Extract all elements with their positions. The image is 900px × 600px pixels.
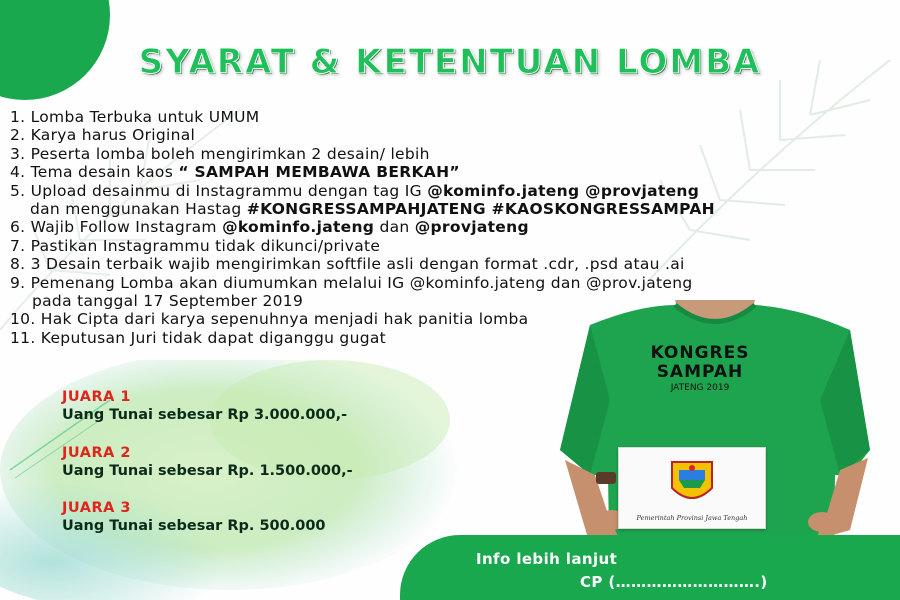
- theme-text: “ SAMPAH MEMBAWA BERKAH”: [178, 163, 460, 182]
- prize-amount: Uang Tunai sebesar Rp. 1.500.000,-: [62, 463, 353, 479]
- info-text: Info lebih lanjut: [476, 550, 618, 568]
- shirt-print-line: SAMPAH: [656, 362, 744, 382]
- shirt-print-line: KONGRES: [650, 343, 750, 363]
- card-caption: Pemerintah Provinsi Jawa Tengah: [636, 514, 748, 522]
- rule-item-continuation: dan menggunakan Hastag #KONGRESSAMPAHJATENG #KAOSKONGRESSAMPAH: [30, 200, 715, 219]
- prize-rank: JUARA 3: [62, 500, 131, 516]
- instagram-account: @provjateng: [414, 218, 529, 237]
- contact-person-text: CP (……………………….): [580, 573, 768, 591]
- prize-block: [62, 445, 353, 479]
- prize-amount: Uang Tunai sebesar Rp 3.000.000,-: [62, 407, 348, 423]
- rule-item: 5. Upload desainmu di Instagrammu dengan tag IG @kominfo.jateng @provjateng: [10, 181, 700, 200]
- provincial-emblem-icon: [667, 456, 717, 508]
- hashtags: #KONGRESSAMPAHJATENG #KAOSKONGRESSAMPAH: [246, 200, 715, 219]
- rule-item: 1. Lomba Terbuka untuk UMUM: [10, 108, 260, 126]
- prize-rank: JUARA 2: [62, 445, 131, 461]
- rule-item: 3. Peserta lomba boleh mengirimkan 2 desain/ lebih: [10, 144, 430, 163]
- rule-item: 11. Keputusan Juri tidak dapat diganggu gugat: [10, 328, 387, 347]
- instagram-tags: @kominfo.jateng @provjateng: [427, 181, 700, 200]
- rule-item: 6. Wajib Follow Instagram @kominfo.jateng dan @provjateng: [10, 218, 529, 237]
- prize-block: [62, 500, 326, 534]
- rule-item: 2. Karya harus Original: [10, 126, 196, 145]
- rule-item-continuation: pada tanggal 17 September 2019: [32, 292, 304, 311]
- prize-block: [62, 389, 347, 423]
- prize-rank: JUARA 1: [62, 389, 131, 405]
- instagram-account: @kominfo.jateng: [222, 218, 375, 237]
- rule-item: 8. 3 Desain terbaik wajib mengirimkan softfile asli dengan format .cdr, .psd atau .ai: [10, 255, 685, 274]
- page-title: SYARAT & KETENTUAN LOMBA: [138, 42, 762, 82]
- shirt-print-line: JATENG 2019: [670, 383, 730, 393]
- rule-item: 7. Pastikan Instagrammu tidak dikunci/private: [10, 236, 381, 255]
- emblem-card: [618, 447, 766, 529]
- rule-item: 10. Hak Cipta dari karya sepenuhnya menjadi hak panitia lomba: [10, 310, 529, 329]
- rule-item: 9. Pemenang Lomba akan diumumkan melalui IG @kominfo.jateng dan @prov.jateng: [10, 273, 693, 292]
- prize-amount: Uang Tunai sebesar Rp. 500.000: [62, 518, 326, 534]
- rule-item: 4. Tema desain kaos “ SAMPAH MEMBAWA BERKAH”: [10, 163, 460, 182]
